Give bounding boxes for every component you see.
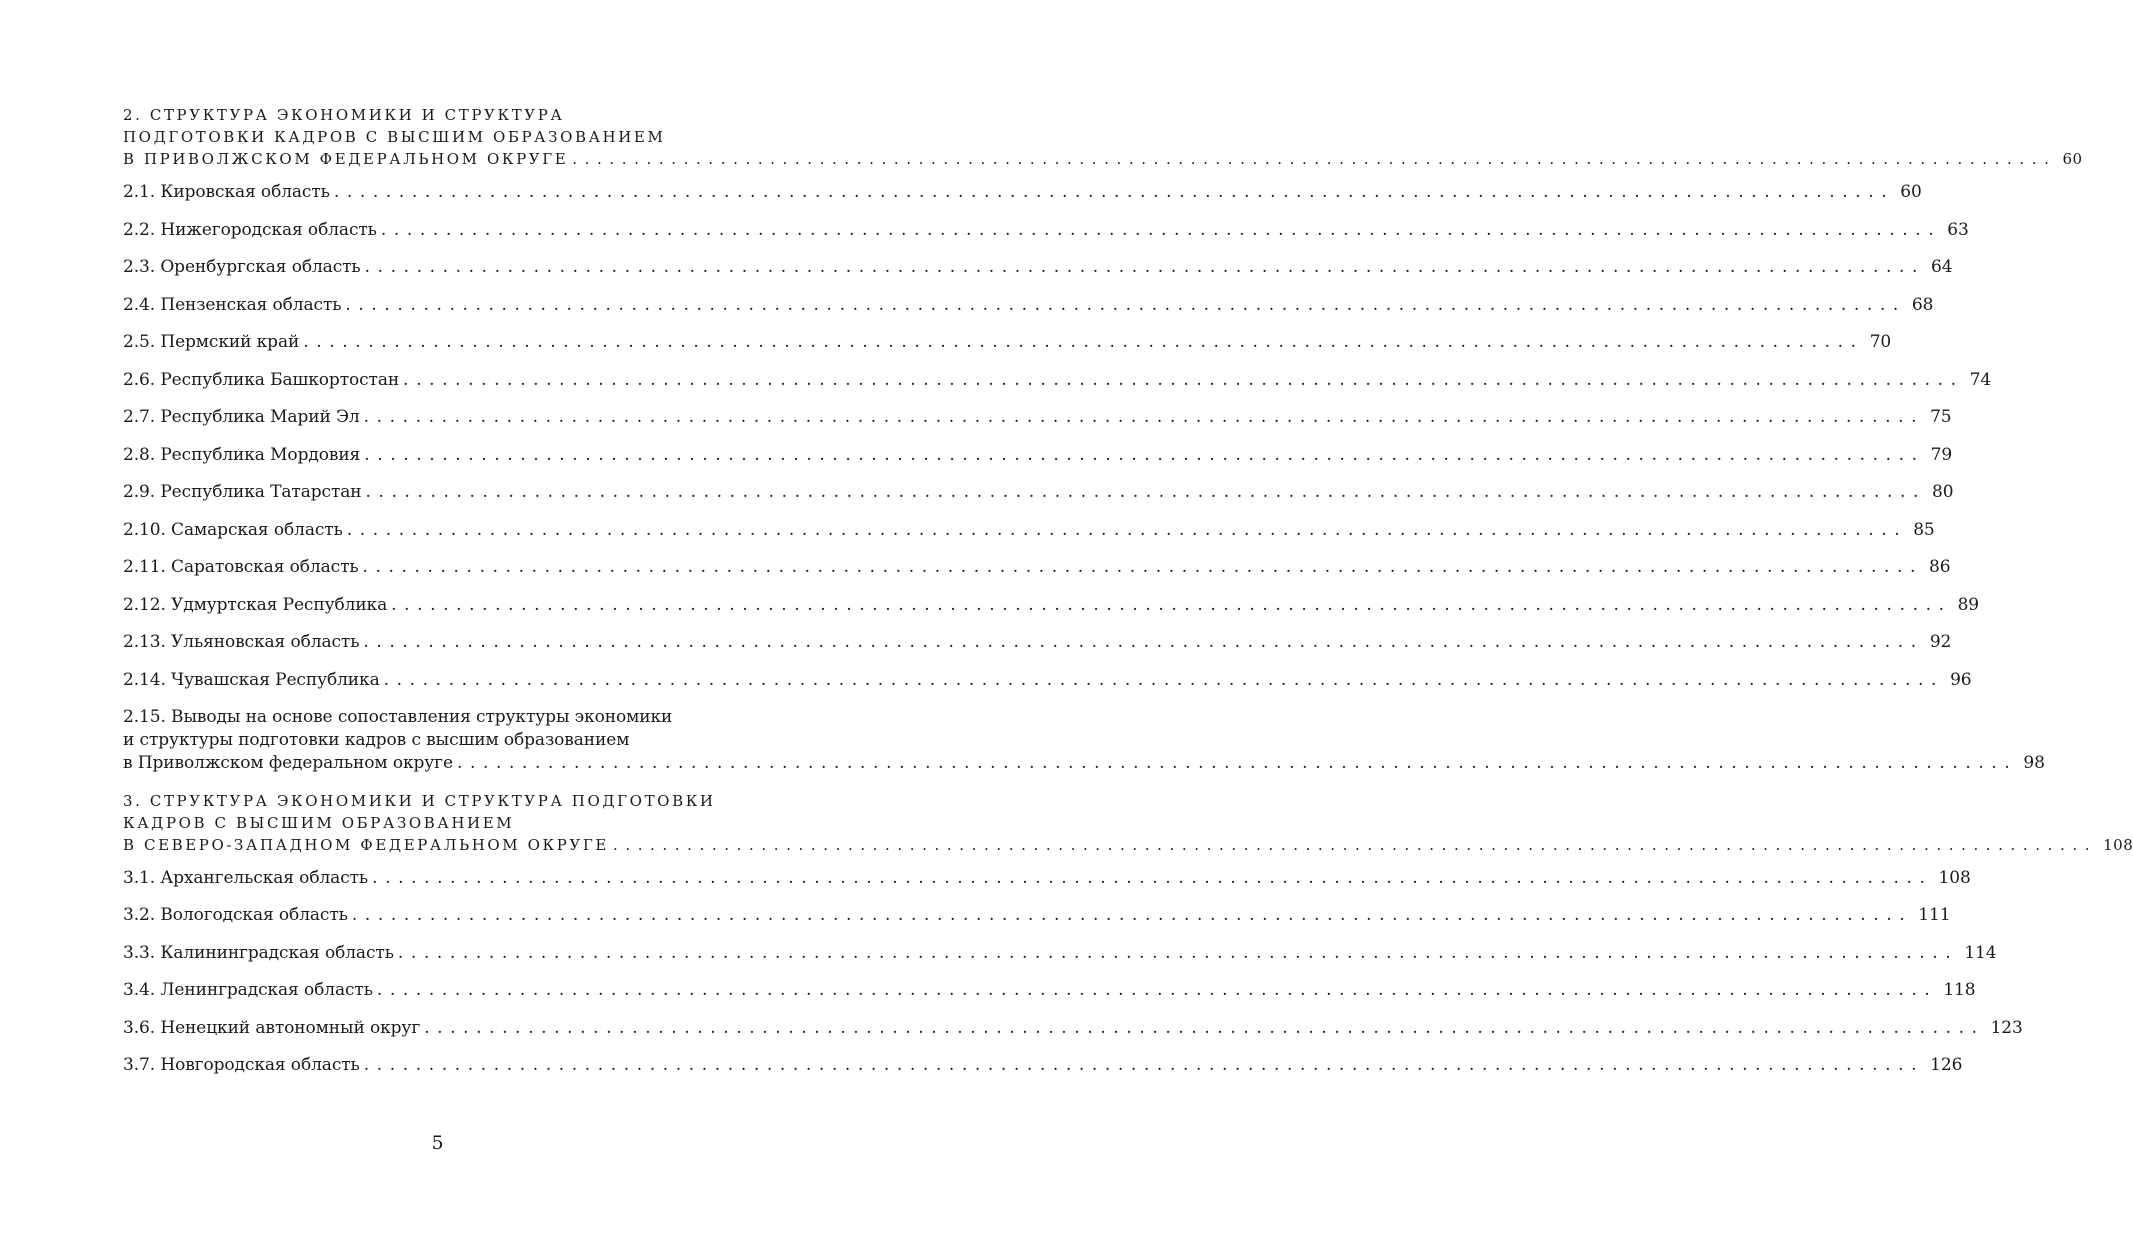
page-number: 79 [1930,444,1953,465]
entry-label: 2.12. Удмуртская Республика [123,594,388,615]
page-number: 64 [1931,257,1953,277]
entry-label: 2.8. Республика Мордовия [123,444,361,465]
dot-leader: ........................................................................................................................ [333,182,1895,202]
dot-leader: ........................................................................................................................ [346,519,1908,540]
page-number: 63 [1947,219,1969,240]
entry-label: 3.7. Новгородская область [123,1055,360,1075]
entry-line [123,752,2045,775]
entry-label: 3.1. Архангельская область [123,867,369,888]
entry-line: 2.15. Выводы на основе сопоставления структуры экономики [123,707,673,727]
entry-label: 2.14. Чувашская Республика [123,669,380,690]
entry-label: 3.3. Калининградская область [123,942,394,963]
page-number: 89 [1957,594,1980,615]
toc-entry [123,556,1951,579]
section-heading-line: ПОДГОТОВКИ КАДРОВ С ВЫСШИМ ОБРАЗОВАНИЕМ [123,128,666,146]
entry-label: 2.6. Республика Башкортостан [123,369,400,390]
page-number: 111 [1918,905,1951,925]
dot-leader: ........................................................................................................................ [303,332,1864,352]
dot-leader: ........................................................................................................................ [363,632,1924,652]
toc-entry [123,1054,1963,1077]
page-number: 68 [1911,294,1934,315]
entry-label: 2.4. Пензенская область [123,294,342,315]
page-number: 108 [1938,867,1971,888]
toc-entry [123,1017,2023,1040]
toc-entry [123,519,1935,542]
entry-label: 2.2. Нижегородская область [123,219,377,240]
dot-leader: ........................................................................................................................ [612,835,2098,854]
entry-line: и структуры подготовки кадров с высшим образованием [123,730,630,750]
toc-entry [123,256,1953,279]
entry-label: 2.13. Ульяновская область [123,632,360,652]
entry-label: 2.1. Кировская область [123,182,330,202]
toc-entry [123,331,1892,354]
section-heading-text: В СЕВЕРО-ЗАПАДНОМ ФЕДЕРАЛЬНОМ ОКРУГЕ [123,835,609,854]
dot-leader: ........................................................................................................................ [365,482,1926,502]
toc-entry [123,406,1952,429]
page-number: 85 [1913,519,1935,540]
toc-section-2 [123,104,2083,170]
entry-label: 2.9. Республика Татарстан [123,482,362,502]
section-heading-line: КАДРОВ С ВЫСШИМ ОБРАЗОВАНИЕМ [123,813,515,832]
section-heading-line: 2. СТРУКТУРА ЭКОНОМИКИ И СТРУКТУРА [123,106,565,124]
page-number: 75 [1930,407,1952,427]
toc-entry [123,706,2045,775]
toc-entry [123,904,1951,927]
toc-entry [123,631,1952,654]
page-number: 96 [1950,669,1972,690]
dot-leader: ........................................................................................................................ [345,294,1906,315]
dot-leader: ........................................................................................................................ [572,150,2057,168]
section-heading-line [123,148,2083,170]
dot-leader: ........................................................................................................................ [362,557,1923,577]
page-number: 86 [1929,557,1951,577]
dot-leader: ........................................................................................................................ [456,753,2018,773]
dot-leader: ........................................................................................................................ [376,980,1938,1000]
page-number: 126 [1930,1055,1963,1075]
toc-entry [123,867,1971,890]
entry-label: 2.10. Самарская область [123,519,343,540]
dot-leader: ........................................................................................................................ [364,257,1926,277]
page-number: 98 [2023,753,2045,773]
section-heading-text: В ПРИВОЛЖСКОМ ФЕДЕРАЛЬНОМ ОКРУГЕ [123,150,569,168]
dot-leader: ........................................................................................................................ [383,669,1945,690]
dot-leader: ........................................................................................................................ [424,1017,1985,1038]
page-number: 118 [1943,980,1976,1000]
entry-label: в Приволжском федеральном округе [123,753,453,773]
toc-entry [123,669,1972,692]
dot-leader: ........................................................................................................................ [391,594,1952,615]
entry-label: 3.6. Ненецкий автономный округ [123,1017,421,1038]
page-number: 70 [1869,332,1892,352]
page-number: 108 [2103,835,2133,854]
toc-entry [123,369,1992,392]
section-heading-line [123,834,2133,856]
entry-label: 2.5. Пермский край [123,332,300,352]
dot-leader: ........................................................................................................................ [351,905,1913,925]
toc-entry [123,942,1997,965]
page-number: 60 [2062,150,2083,168]
toc-entry [123,481,1954,504]
toc-entry [123,219,1969,242]
toc-entry [123,979,1976,1002]
dot-leader: ........................................................................................................................ [380,219,1942,240]
entry-label: 2.11. Саратовская область [123,557,359,577]
dot-leader: ........................................................................................................................ [397,942,1959,963]
entry-label: 2.3. Оренбургская область [123,257,361,277]
page-number: 114 [1964,942,1997,963]
page-folio: 5 [431,1132,444,1154]
page-number: 60 [1900,182,1922,202]
dot-leader: ........................................................................................................................ [372,867,1933,888]
entry-label: 3.2. Вологодская область [123,905,348,925]
table-of-contents [123,104,2133,1092]
page-number: 92 [1929,632,1952,652]
dot-leader: ........................................................................................................................ [364,444,1925,465]
entry-label: 2.7. Республика Марий Эл [123,407,360,427]
toc-entry [123,181,1922,204]
toc-section-3 [123,790,2133,856]
toc-entry [123,444,1953,467]
toc-entry [123,294,1934,317]
dot-leader: ........................................................................................................................ [363,1055,1925,1075]
dot-leader: ........................................................................................................................ [403,369,1964,390]
dot-leader: ........................................................................................................................ [363,407,1925,427]
toc-entry [123,594,1980,617]
page-number: 80 [1931,482,1954,502]
page-number: 123 [1990,1017,2023,1038]
entry-label: 3.4. Ленинградская область [123,980,373,1000]
page-number: 74 [1969,369,1992,390]
section-heading-line: 3. СТРУКТУРА ЭКОНОМИКИ И СТРУКТУРА ПОДГОТОВКИ [123,791,716,810]
